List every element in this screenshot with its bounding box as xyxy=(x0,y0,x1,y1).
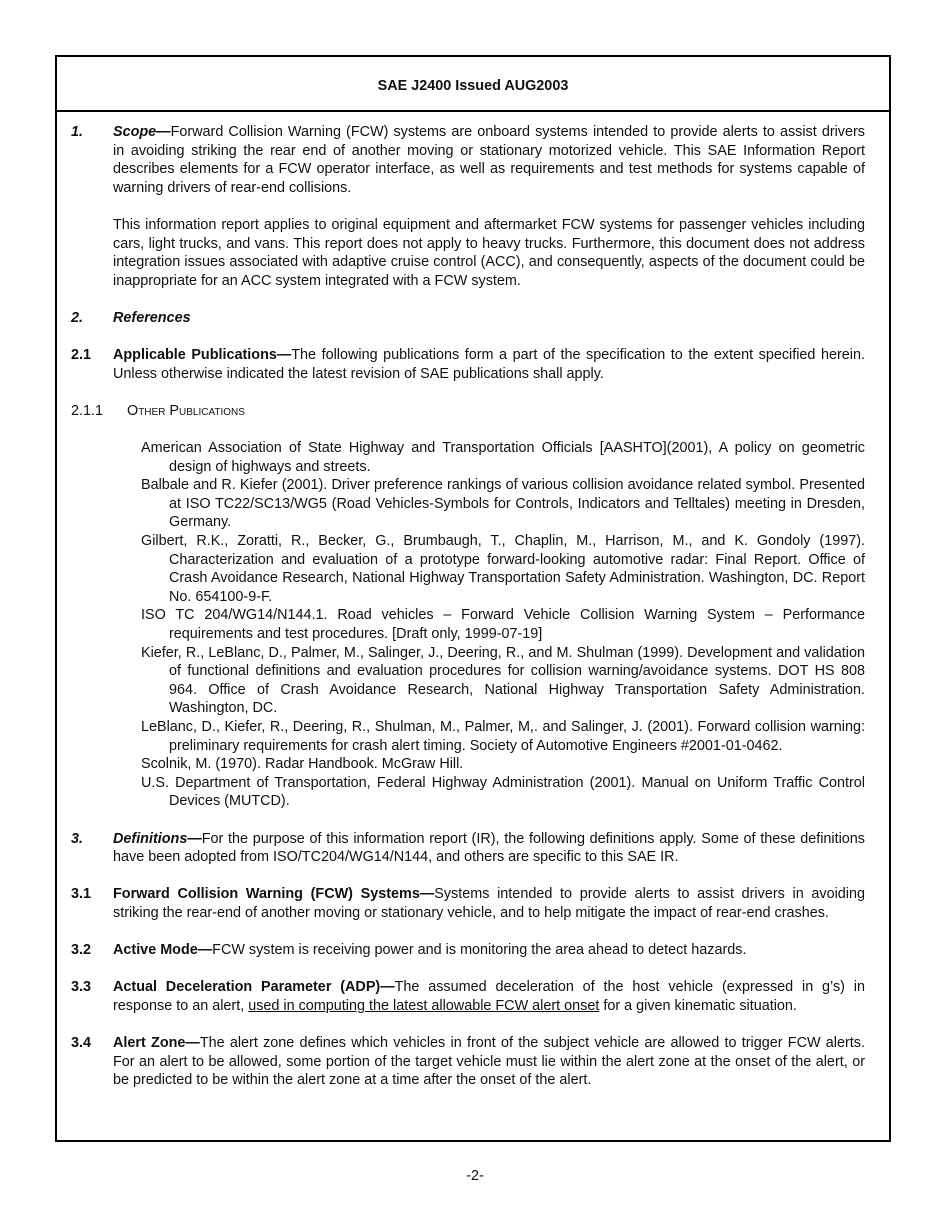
section-3-4-alert-zone xyxy=(71,1034,865,1090)
section-title: Other Publications xyxy=(127,402,245,419)
section-number: 3.1 xyxy=(71,886,92,903)
document-frame xyxy=(55,55,891,1142)
reference-item: LeBlanc, D., Kiefer, R., Deering, R., Shulman, M., Palmer, M,. and Salinger, J. (2001). Forward collision warning: preliminary requirements for crash alert timing. Society of Automotive Engineers #2001-01-0462. xyxy=(141,719,865,754)
section-number: 2.1.1 xyxy=(71,402,104,419)
section-title: Actual Deceleration Parameter (ADP)— xyxy=(113,979,395,996)
section-title: References xyxy=(113,309,191,326)
section-title: Definitions— xyxy=(113,830,202,847)
section-text: This information report applies to original equipment and aftermarket FCW systems for passenger vehicles including cars, light trucks, and vans. This report does not apply to heavy trucks. Furthermore, this document does not address integration issues associated with adaptive cruise control (ACC), and consequently, aspects of the document could be inappropriate for an ACC system integrated with a FCW system. xyxy=(113,216,865,289)
section-text: FCW system is receiving power and is monitoring the area ahead to detect hazards. xyxy=(212,942,747,959)
reference-item: American Association of State Highway and Transportation Officials [AASHTO](2001), A policy on geometric design of highways and streets. xyxy=(141,440,865,475)
section-1-paragraph-2 xyxy=(71,216,865,290)
reference-list xyxy=(71,439,865,811)
document-title: SAE J2400 Issued AUG2003 xyxy=(377,78,569,95)
reference-item: Scolnik, M. (1970). Radar Handbook. McGraw Hill. xyxy=(141,756,464,773)
section-2-1-applicable-publications xyxy=(71,346,865,383)
section-title: Forward Collision Warning (FCW) Systems— xyxy=(113,886,435,903)
section-3-definitions xyxy=(71,830,865,867)
document-header xyxy=(57,57,889,112)
section-3-2-active-mode xyxy=(71,941,865,960)
section-number: 3.4 xyxy=(71,1035,92,1052)
section-number: 2.1 xyxy=(71,347,92,364)
reference-item: Gilbert, R.K., Zoratti, R., Becker, G., Brumbaugh, T., Chaplin, M., Harrison, M., and K. Gondoly (1997). Characterization and evaluation of a prototype forward-looking automotive radar: Final Report. Office of Crash Avoidance Research, National Highway Transportation Safety Administration. Washington, DC. Report No. 654100-9-F. xyxy=(141,533,865,605)
section-text: Systems intended to provide alerts to assist drivers in avoiding striking the rear-end of another moving or stationary vehicle, and to help mitigate the impact of rear-end crashes. xyxy=(113,886,865,921)
reference-item: U.S. Department of Transportation, Federal Highway Administration (2001). Manual on Uniform Traffic Control Devices (MUTCD). xyxy=(141,774,865,810)
section-number: 2. xyxy=(71,309,84,326)
section-number: 3.3 xyxy=(71,979,92,996)
section-number: 3.2 xyxy=(71,942,92,959)
reference-item: ISO TC 204/WG14/N144.1. Road vehicles – Forward Vehicle Collision Warning System – Performance requirements and test procedures. [Draft only, 1999-07-19] xyxy=(141,607,865,643)
section-3-1-fcw-systems xyxy=(71,885,865,922)
reference-item: Kiefer, R., LeBlanc, D., Palmer, M., Salinger, J., Deering, R., and M. Shulman (1999). Development and validation of functional definitions and evaluation procedures for collision warning/avoidance systems. DOT HS 808 964. Office of Crash Avoidance Research, National Highway Transportation Safety Administration. Washington, DC. xyxy=(141,644,865,717)
page-number: -2- xyxy=(466,1168,484,1184)
section-text: The following publications form a part of the specification to the extent specified herein. Unless otherwise indicated the latest revision of SAE publications shall apply. xyxy=(113,347,865,382)
section-title: Active Mode— xyxy=(113,942,213,959)
section-title: Applicable Publications— xyxy=(113,347,292,364)
section-title: Scope— xyxy=(113,124,171,140)
document-body xyxy=(57,112,889,1090)
section-2-references xyxy=(71,309,865,328)
reference-item: Balbale and R. Kiefer (2001). Driver preference rankings of various collision avoidance related symbol. Presented at ISO TC22/SC13/WG5 (Road Vehicles-Symbols for Controls, Indicators and Telltales) meeting in Dresden, Germany. xyxy=(141,477,865,531)
section-number: 1. xyxy=(71,124,84,140)
section-title: Alert Zone— xyxy=(113,1035,200,1052)
section-text: Forward Collision Warning (FCW) systems are onboard systems intended to provide alerts to assist drivers in avoiding striking the rear end of another moving or stationary motorized vehicle. This SAE Information Report describes elements for a FCW operator interface, as well as requirements and test methods for systems capable of warning drivers of rear-end collisions. xyxy=(113,124,865,196)
section-text: For the purpose of this information report (IR), the following definitions apply. Some of these definitions have been adopted from ISO/TC204/WG14/N144, and others are specific to this SAE IR. xyxy=(113,830,865,866)
section-text: for a given kinematic situation. xyxy=(599,997,797,1014)
section-text: The alert zone defines which vehicles in front of the subject vehicle are allowed to trigger FCW alerts. For an alert to be allowed, some portion of the target vehicle must lie within the alert zone at the onset of the alert, or be predicted to be within the alert zone at a time after the onset of the alert. xyxy=(113,1035,865,1089)
section-3-3-adp xyxy=(71,978,865,1015)
section-text: The assumed deceleration of the host vehicle (expressed in g’s) in response to an alert, xyxy=(113,979,865,1014)
underlined-text: used in computing the latest allowable FCW alert onset xyxy=(248,997,600,1014)
section-1-scope xyxy=(71,123,865,197)
section-2-1-1-other-publications xyxy=(71,402,865,421)
section-number: 3. xyxy=(71,830,84,847)
